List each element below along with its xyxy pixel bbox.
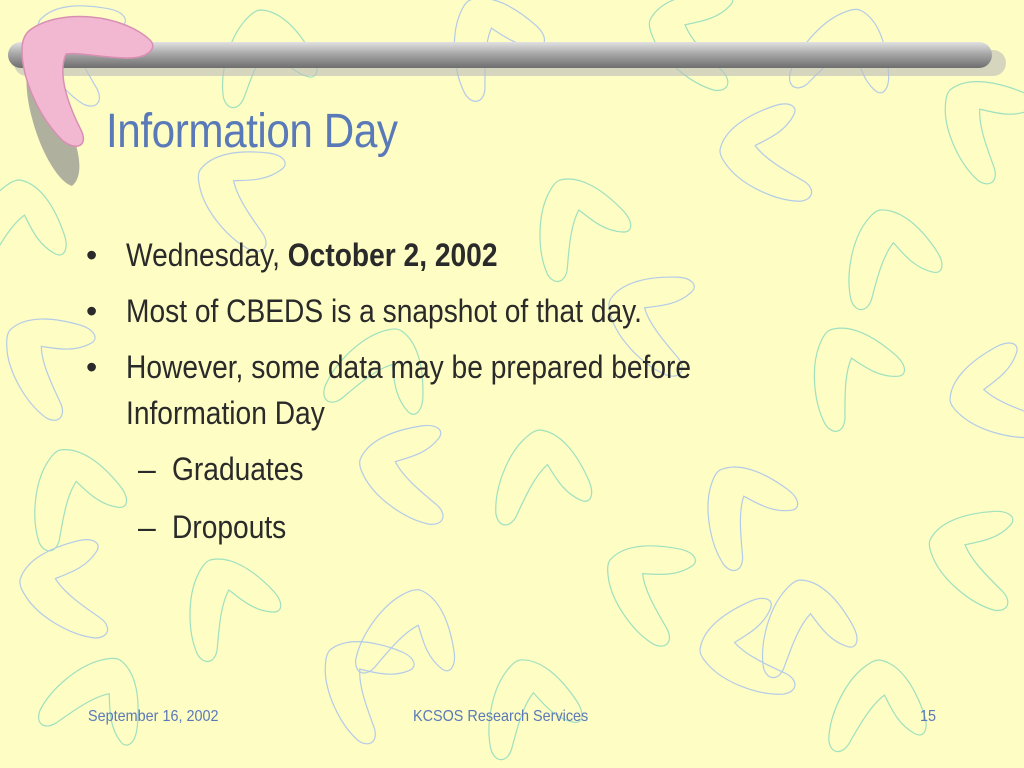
bullet-item-prepared <box>86 344 846 436</box>
footer-organization: KCSOS Research Services <box>413 708 589 725</box>
bullet-text: Most of CBEDS is a snapshot of that day. <box>126 293 642 329</box>
title-bar-decoration <box>0 0 1024 200</box>
bullet-marker: • <box>86 349 98 385</box>
sub-bullet-text: Dropouts <box>172 509 287 545</box>
footer-date: September 16, 2002 <box>88 708 219 725</box>
sub-bullet-graduates <box>86 446 846 492</box>
bullet-text: Wednesday, <box>126 237 288 273</box>
sub-bullet-dropouts <box>86 504 846 550</box>
bullet-text-line2: Information Day <box>126 395 325 431</box>
bullet-item-snapshot <box>86 288 846 334</box>
sub-bullet-text: Graduates <box>172 451 304 487</box>
bullet-item-date <box>86 232 846 278</box>
bullet-marker: • <box>86 237 98 273</box>
sub-bullet-marker: – <box>138 451 156 487</box>
sub-bullet-marker: – <box>138 509 156 545</box>
footer-page-number: 15 <box>920 708 937 725</box>
bullet-date-bold: October 2, 2002 <box>287 237 498 273</box>
bullet-marker: • <box>86 293 98 329</box>
bullet-text-line1: However, some data may be prepared before <box>126 349 692 385</box>
slide-title: Information Day <box>106 105 398 158</box>
bullet-list <box>86 232 846 562</box>
